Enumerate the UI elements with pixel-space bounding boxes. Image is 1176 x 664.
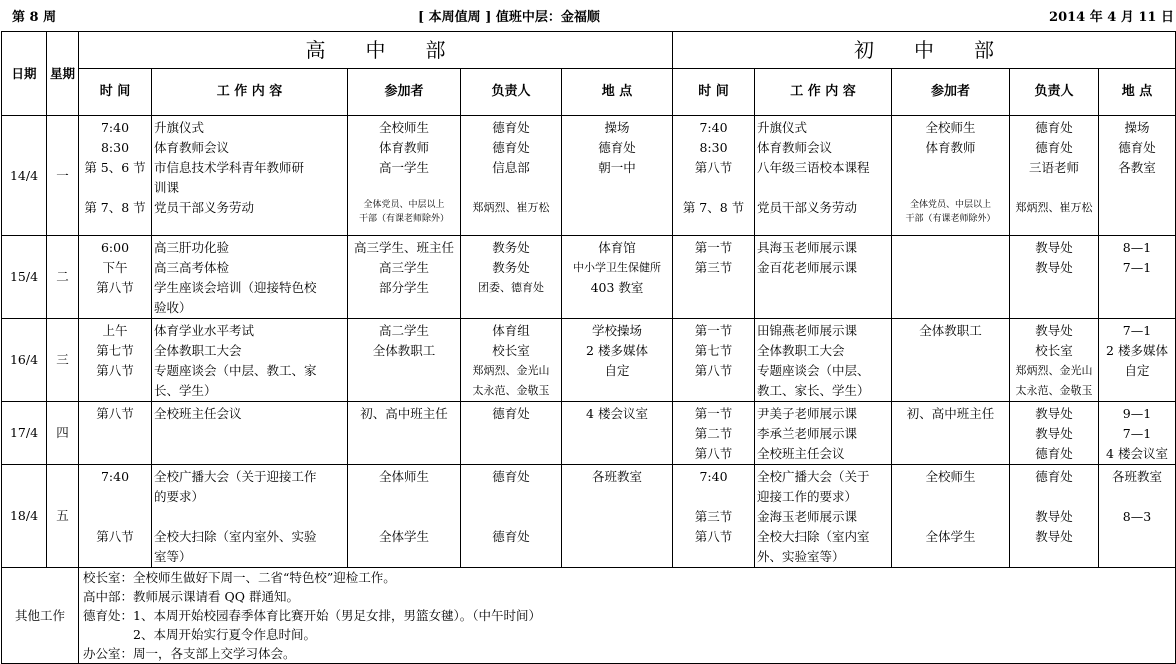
senior-participants-line <box>350 178 458 198</box>
senior-place-cell <box>562 116 673 236</box>
junior-content-line: 金百花老师展示课 <box>757 260 858 275</box>
senior-person-cell <box>461 465 562 568</box>
senior-place-line: 各班教室 <box>591 469 642 484</box>
senior-person-line: 教务处 <box>492 240 530 255</box>
note-line: 校长室：全校师生做好下周一、二省“特色校”迎检工作。 <box>83 570 396 585</box>
day-weekday: 一 <box>47 116 79 236</box>
junior-content-line: 教工、家长、学生） <box>757 383 870 398</box>
senior-person-line: 德育处 <box>492 469 530 484</box>
junior-content-cell <box>755 236 892 319</box>
senior-person-cell <box>461 402 562 465</box>
junior-participants-line <box>894 487 1007 507</box>
senior-participants-cell <box>348 402 461 465</box>
junior-content-line: 金海玉老师展示课 <box>757 509 858 524</box>
senior-place-cell <box>562 319 673 402</box>
senior-time-cell <box>79 402 152 465</box>
senior-content-line: 训课 <box>154 180 180 195</box>
junior-content-line: 全校大扫除（室内室 <box>757 529 870 544</box>
junior-person-line: 德育处 <box>1035 140 1073 155</box>
junior-place-line: 9—1 <box>1122 406 1152 421</box>
senior-content-line: 的要求） <box>154 489 205 504</box>
junior-participants-line: 全体党员、中层以上 <box>909 200 991 210</box>
junior-content-line: 田锦燕老师展示课 <box>757 323 858 338</box>
senior-participants-line: 全体教职工 <box>372 343 436 358</box>
senior-participants-line: 全体党员、中层以上 <box>363 200 445 210</box>
junior-time-line: 第 7、8 节 <box>682 200 745 215</box>
senior-time-header: 时 间 <box>79 69 152 116</box>
junior-content-line <box>757 178 889 198</box>
date-header: 日期 <box>2 32 47 116</box>
junior-place-line: 7—1 <box>1122 323 1152 338</box>
weekday-header: 星期 <box>47 32 79 116</box>
junior-time-line: 7:40 <box>699 120 728 135</box>
senior-content-line: 体育教师会议 <box>154 140 230 155</box>
junior-place-line: 操场 <box>1124 120 1150 135</box>
junior-content-cell <box>755 465 892 568</box>
junior-content-line: 专题座谈会（中层、 <box>757 363 870 378</box>
senior-time-line: 第八节 <box>96 406 134 421</box>
senior-content-line: 长、学生） <box>154 383 217 398</box>
senior-place-line: 4 楼会议室 <box>586 406 648 421</box>
junior-place-cell <box>1099 116 1176 236</box>
junior-place-line: 2 楼多媒体 <box>1106 343 1168 358</box>
senior-time-line: 下午 <box>102 260 128 275</box>
weekly-schedule-table <box>1 31 1176 664</box>
senior-content-line: 体育学业水平考试 <box>154 323 255 338</box>
junior-person-cell <box>1010 236 1099 319</box>
day-row <box>2 236 1176 319</box>
junior-participants-line <box>894 158 1007 178</box>
junior-place-line: 4 楼会议室 <box>1106 446 1168 461</box>
senior-place-line: 学校操场 <box>591 323 642 338</box>
junior-person-line: 德育处 <box>1035 446 1073 461</box>
senior-participants-line: 体育教师 <box>378 140 429 155</box>
junior-person-cell <box>1010 465 1099 568</box>
senior-person-line: 体育组 <box>492 323 530 338</box>
junior-person-line: 校长室 <box>1035 343 1073 358</box>
day-weekday: 三 <box>47 319 79 402</box>
senior-place-line: 德育处 <box>598 140 636 155</box>
junior-participants-header: 参加者 <box>892 69 1010 116</box>
junior-content-line: 体育教师会议 <box>757 140 833 155</box>
junior-place-header: 地 点 <box>1099 69 1176 116</box>
junior-participants-cell <box>892 319 1010 402</box>
senior-content-line: 验收） <box>154 300 192 315</box>
senior-place-cell <box>562 465 673 568</box>
junior-content-cell <box>755 402 892 465</box>
senior-content-line: 学生座谈会培训（迎接特色校 <box>154 280 317 295</box>
senior-content-cell <box>152 319 348 402</box>
junior-time-line <box>675 178 752 198</box>
junior-content-cell <box>755 116 892 236</box>
junior-participants-cell <box>892 465 1010 568</box>
junior-person-cell <box>1010 116 1099 236</box>
junior-place-line: 自定 <box>1124 363 1150 378</box>
junior-time-line: 第八节 <box>694 446 733 461</box>
senior-person-line: 德育处 <box>492 140 530 155</box>
day-date: 14/4 <box>2 116 47 236</box>
other-work-notes <box>79 568 1176 664</box>
senior-place-line: 403 教室 <box>590 280 644 295</box>
senior-place-cell <box>562 236 673 319</box>
senior-time-line: 7:40 <box>100 120 130 135</box>
junior-content-line: 八年级三语校本课程 <box>757 160 870 175</box>
senior-section-header: 高 中 部 <box>79 32 673 69</box>
senior-participants-line: 全体师生 <box>378 469 429 484</box>
senior-person-line: 团委、德育处 <box>478 281 544 294</box>
junior-time-line: 第二节 <box>694 426 733 441</box>
junior-place-line: 德育处 <box>1118 140 1156 155</box>
senior-content-line: 室等） <box>154 549 192 564</box>
junior-person-line: 德育处 <box>1035 469 1073 484</box>
senior-participants-line <box>350 507 458 527</box>
junior-place-line: 7—1 <box>1122 260 1152 275</box>
senior-participants-line <box>350 487 458 507</box>
junior-place-line: 各班教室 <box>1111 469 1162 484</box>
senior-content-cell <box>152 236 348 319</box>
junior-time-line <box>675 487 752 507</box>
senior-time-line: 第 7、8 节 <box>84 200 146 215</box>
junior-time-line: 8:30 <box>699 140 728 155</box>
day-weekday: 五 <box>47 465 79 568</box>
junior-person-line: 教导处 <box>1035 323 1073 338</box>
junior-participants-cell <box>892 116 1010 236</box>
junior-content-line: 李承兰老师展示课 <box>757 426 858 441</box>
senior-time-line <box>81 178 149 198</box>
day-weekday: 四 <box>47 402 79 465</box>
junior-content-line: 全校广播大会（关于 <box>757 469 870 484</box>
junior-content-cell <box>755 319 892 402</box>
senior-time-cell <box>79 465 152 568</box>
senior-time-line <box>81 487 149 507</box>
senior-participants-line: 全校师生 <box>378 120 429 135</box>
senior-person-line: 信息部 <box>492 160 530 175</box>
junior-content-line: 外、实验室等） <box>757 549 845 564</box>
other-work-label: 其他工作 <box>2 568 79 664</box>
junior-time-cell <box>673 402 755 465</box>
day-date: 18/4 <box>2 465 47 568</box>
senior-content-cell <box>152 116 348 236</box>
senior-content-cell <box>152 402 348 465</box>
junior-section-header: 初 中 部 <box>673 32 1176 69</box>
junior-time-cell <box>673 319 755 402</box>
week-number: 第 8 周 <box>12 10 57 25</box>
senior-participants-line: 高二学生 <box>378 323 429 338</box>
junior-participants-line: 初、高中班主任 <box>906 406 995 421</box>
report-date: 2014 年 4 月 11 日 <box>1049 10 1174 25</box>
junior-person-cell <box>1010 402 1099 465</box>
senior-participants-line: 高一学生 <box>378 160 429 175</box>
senior-person-line <box>463 507 559 527</box>
senior-person-line <box>463 487 559 507</box>
senior-content-line <box>154 507 345 527</box>
senior-participants-line: 全体学生 <box>378 529 429 544</box>
junior-person-line: 郑炳烈、崔万松 <box>1015 201 1093 214</box>
senior-time-cell <box>79 319 152 402</box>
junior-participants-cell <box>892 236 1010 319</box>
senior-time-line: 第八节 <box>96 280 134 295</box>
day-row <box>2 319 1176 402</box>
junior-place-line <box>1101 487 1173 507</box>
junior-place-line: 8—1 <box>1122 240 1152 255</box>
senior-person-header: 负责人 <box>461 69 562 116</box>
day-weekday: 二 <box>47 236 79 319</box>
senior-participants-line: 干部（有课老师除外） <box>358 214 449 224</box>
junior-time-line: 第三节 <box>694 260 733 275</box>
junior-time-cell <box>673 465 755 568</box>
junior-place-line: 各教室 <box>1118 160 1156 175</box>
junior-time-line: 第一节 <box>694 406 733 421</box>
day-row <box>2 465 1176 568</box>
junior-time-cell <box>673 116 755 236</box>
senior-place-cell <box>562 402 673 465</box>
senior-time-line <box>81 507 149 527</box>
junior-person-header: 负责人 <box>1010 69 1099 116</box>
junior-person-line: 教导处 <box>1035 240 1073 255</box>
senior-place-line: 体育馆 <box>598 240 636 255</box>
day-row <box>2 116 1176 236</box>
junior-person-line: 教导处 <box>1035 260 1073 275</box>
senior-person-line: 郑炳烈、金光山 <box>472 364 550 377</box>
senior-time-cell <box>79 236 152 319</box>
senior-place-line: 自定 <box>604 363 630 378</box>
junior-time-line: 7:40 <box>699 469 728 484</box>
junior-person-cell <box>1010 319 1099 402</box>
senior-content-line: 高三高考体检 <box>154 260 230 275</box>
senior-participants-line: 初、高中班主任 <box>360 406 448 421</box>
junior-person-line: 郑炳烈、金光山 <box>1015 364 1093 377</box>
senior-time-line: 第八节 <box>96 529 134 544</box>
senior-time-line: 第 5、6 节 <box>84 160 146 175</box>
senior-participants-cell <box>348 236 461 319</box>
junior-content-line: 尹美子老师展示课 <box>757 406 858 421</box>
senior-content-line: 全校大扫除（室内室外、实验 <box>154 529 317 544</box>
senior-person-line: 教务处 <box>492 260 530 275</box>
duty-officer: [ 本周值周 ] 值班中层：金福顺 <box>418 10 600 25</box>
senior-content-line: 升旗仪式 <box>154 120 205 135</box>
junior-time-line: 第八节 <box>694 529 733 544</box>
senior-time-line: 第八节 <box>96 363 134 378</box>
junior-time-line: 第七节 <box>694 343 733 358</box>
senior-content-line: 高三肝功化验 <box>154 240 230 255</box>
day-date: 17/4 <box>2 402 47 465</box>
senior-content-line: 专题座谈会（中层、教工、家 <box>154 363 317 378</box>
senior-participants-cell <box>348 465 461 568</box>
junior-place-cell <box>1099 402 1176 465</box>
senior-participants-cell <box>348 116 461 236</box>
senior-participants-line: 高三学生、班主任 <box>353 240 454 255</box>
senior-participants-cell <box>348 319 461 402</box>
senior-time-line: 第七节 <box>96 343 134 358</box>
junior-time-line: 第一节 <box>694 323 733 338</box>
junior-time-cell <box>673 236 755 319</box>
junior-place-line: 8—3 <box>1122 509 1152 524</box>
senior-place-header: 地 点 <box>562 69 673 116</box>
junior-person-line: 教导处 <box>1035 509 1073 524</box>
junior-person-line: 太永范、金敬玉 <box>1015 384 1093 397</box>
note-line: 办公室：周一，各支部上交学习体会。 <box>83 646 296 661</box>
day-date: 16/4 <box>2 319 47 402</box>
junior-person-line: 德育处 <box>1035 120 1073 135</box>
senior-content-line: 全体教职工大会 <box>154 343 242 358</box>
senior-content-line: 全校广播大会（关于迎接工作 <box>154 469 317 484</box>
junior-participants-line: 全体学生 <box>925 529 976 544</box>
senior-person-cell <box>461 319 562 402</box>
junior-content-line: 升旗仪式 <box>757 120 808 135</box>
senior-place-line: 操场 <box>604 120 630 135</box>
senior-content-line: 党员干部义务劳动 <box>154 200 255 215</box>
senior-person-line: 德育处 <box>492 120 530 135</box>
junior-content-line: 迎接工作的要求） <box>757 489 858 504</box>
senior-place-line: 2 楼多媒体 <box>586 343 648 358</box>
senior-person-line: 德育处 <box>492 406 530 421</box>
senior-person-line: 太永范、金敬玉 <box>472 384 550 397</box>
junior-time-line: 第八节 <box>694 363 733 378</box>
page-header <box>0 0 1176 32</box>
junior-place-line: 7—1 <box>1122 426 1152 441</box>
senior-participants-line: 高三学生 <box>378 260 429 275</box>
junior-place-cell <box>1099 236 1176 319</box>
senior-content-header: 工 作 内 容 <box>152 69 348 116</box>
senior-person-line: 校长室 <box>492 343 530 358</box>
senior-person-line <box>463 178 559 198</box>
junior-content-line: 全体教职工大会 <box>757 343 845 358</box>
senior-place-line: 中小学卫生保健所 <box>573 261 661 274</box>
junior-participants-line: 全体教职工 <box>919 323 982 338</box>
senior-participants-line: 部分学生 <box>378 280 429 295</box>
senior-time-cell <box>79 116 152 236</box>
day-row <box>2 402 1176 465</box>
junior-participants-line <box>894 178 1007 198</box>
senior-person-line: 郑炳烈、崔万松 <box>472 201 550 214</box>
junior-content-header: 工 作 内 容 <box>755 69 892 116</box>
senior-content-cell <box>152 465 348 568</box>
junior-content-line: 具海玉老师展示课 <box>757 240 858 255</box>
junior-participants-line: 体育教师 <box>925 140 976 155</box>
junior-place-cell <box>1099 465 1176 568</box>
note-line: 2、本周开始实行夏令作息时间。 <box>83 627 316 642</box>
junior-time-header: 时 间 <box>673 69 755 116</box>
senior-time-line: 8:30 <box>100 140 130 155</box>
senior-participants-header: 参加者 <box>348 69 461 116</box>
junior-participants-cell <box>892 402 1010 465</box>
junior-person-line <box>1012 487 1096 507</box>
junior-participants-line <box>894 507 1007 527</box>
senior-person-cell <box>461 236 562 319</box>
senior-place-line: 朝一中 <box>598 160 636 175</box>
junior-person-line <box>1012 178 1096 198</box>
senior-person-line: 德育处 <box>492 529 530 544</box>
note-line: 德育处：1、本周开始校园春季体育比赛开始（男足女排，男篮女毽）。（中午时间） <box>83 608 541 623</box>
senior-time-line: 上午 <box>102 323 128 338</box>
day-date: 15/4 <box>2 236 47 319</box>
junior-content-line: 党员干部义务劳动 <box>757 200 858 215</box>
junior-person-line: 教导处 <box>1035 406 1073 421</box>
junior-participants-line: 全校师生 <box>925 120 976 135</box>
senior-content-line: 全校班主任会议 <box>154 406 242 421</box>
junior-person-line: 教导处 <box>1035 529 1073 544</box>
senior-person-cell <box>461 116 562 236</box>
junior-person-line: 教导处 <box>1035 426 1073 441</box>
senior-time-line: 7:40 <box>100 469 130 484</box>
senior-time-line: 6:00 <box>100 240 130 255</box>
junior-time-line: 第一节 <box>694 240 733 255</box>
note-line: 高中部：教师展示课请看 QQ 群通知。 <box>83 589 299 604</box>
junior-content-line: 全校班主任会议 <box>757 446 845 461</box>
junior-person-line: 三语老师 <box>1028 160 1079 175</box>
junior-time-line: 第八节 <box>694 160 733 175</box>
junior-time-line: 第三节 <box>694 509 733 524</box>
senior-content-line: 市信息技术学科青年教师研 <box>154 160 305 175</box>
junior-participants-line: 全校师生 <box>925 469 976 484</box>
junior-participants-line: 干部（有课老师除外） <box>905 214 996 224</box>
junior-place-cell <box>1099 319 1176 402</box>
